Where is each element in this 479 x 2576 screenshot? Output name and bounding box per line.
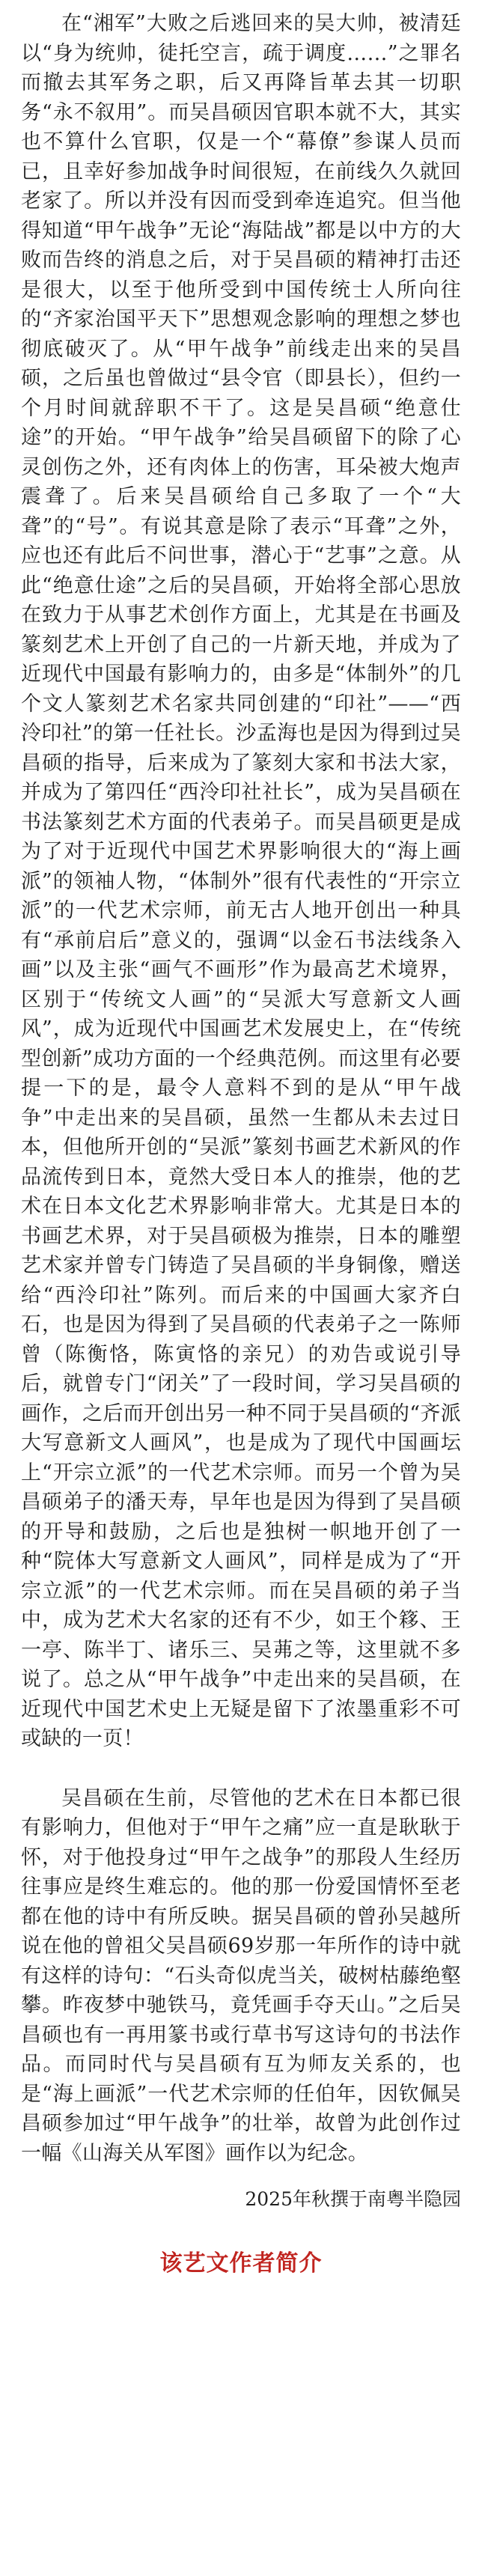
article-paragraph-1: 在“湘军”大败之后逃回来的吴大帅，被清廷以“身为统帅，徒托空言，疏于调度……”之罪名而撤去其军务之职，后又再降旨革去其一切职务“永不叙用”。而吴昌硕因官职本就不大，其实也不算什么官职，仅是一个“幕僚”参谋人员而已，且幸好参加战争时间很短，在前线久久就回老家了。所以并没有因而受到牵连追究。但当他得知道“甲午战争”无论“海陆战”都是以中方的大败而告终的消息之后，对于吴昌硕的精神打击还是很大，以至于他所受到中国传统士人所向往的“齐家治国平天下”思想观念影响的理想之梦也彻底破灭了。从“甲午战争”前线走出来的吴昌硕，之后虽也曾做过“县令官（即县长），但约一个月时间就辞职不干了。这是吴昌硕“绝意仕途”的开始。“甲午战争”给吴昌硕留下的除了心灵创伤之外，还有肉体上的伤害，耳朵被大炮声震聋了。后来吴昌硕给自己多取了一个“大聋”的“号”。有说其意是除了表示“耳聋”之外，应也还有此后不问世事，潜心于“艺事”之意。从此“绝意仕途”之后的吴昌硕，开始将全部心思放在致力于从事艺术创作方面上，尤其是在书画及篆刻艺术上开创了自己的一片新天地，并成为了近现代中国最有影响力的，由多是“体制外”的几个文人篆刻艺术名家共同创建的“印社”——“西泠印社”的第一任社长。沙孟海也是因为得到过吴昌硕的指导，后来成为了篆刻大家和书法大家，并成为了第四任“西泠印社社长”，成为吴昌硕在书法篆刻艺术方面的代表弟子。而吴昌硕更是成为了对于近现代中国艺术界影响很大的“海上画派”的领袖人物，“体制外”很有代表性的“开宗立派”的一代艺术宗师，前无古人地开创出一种具有“承前启后”意义的，强调“以金石书法线条入画”以及主张“画气不画形”作为最高艺术境界，区别于“传统文人画”的“吴派大写意新文人画风”，成为近现代中国画艺术发展史上，在“传统型创新”成功方面的一个经典范例。而这里有必要提一下的是，最令人意料不到的是从“甲午战争”中走出来的吴昌硕，虽然一生都从未去过日本，但他所开创的“吴派”篆刻书画艺术新风的作品流传到日本，竟然大受日本人的推崇，他的艺术在日本文化艺术界影响非常大。尤其是日本的书画艺术界，对于吴昌硕极为推崇，日本的雕塑艺术家并曾专门铸造了吴昌硕的半身铜像，赠送给“西泠印社”陈列。而后来的中国画大家齐白石，也是因为得到了吴昌硕的代表弟子之一陈师曾（陈衡恪，陈寅恪的亲兄）的劝告或说引导后，就曾专门“闭关”了一段时间，学习吴昌硕的画作，之后而开创出另一种不同于吴昌硕的“齐派大写意新文人画风”，也是成为了现代中国画坛上“开宗立派”的一代艺术宗师。而另一个曾为吴昌硕弟子的潘天寿，早年也是因为得到了吴昌硕的开导和鼓励，之后也是独树一帜地开创了一种“院体大写意新文人画风”，同样是成为了“开宗立派”的一代艺术宗师。而在吴昌硕的弟子当中，成为艺术大名家的还有不少，如王个簃、王一亭、陈半丁、诸乐三、吴茀之等，这里就不多说了。总之从“甲午战争”中走出来的吴昌硕，在近现代中国艺术史上无疑是留下了浓墨重彩不可或缺的一页！ — [21, 12, 461, 1750]
author-intro-heading: 该艺文作者简介 — [159, 2250, 323, 2277]
article-body — [21, 9, 461, 2278]
author-signature: 2025年秋撰于南粤半隐园 — [245, 2188, 461, 2210]
article-paragraph-2: 吴昌硕在生前，尽管他的艺术在日本都已很有影响力，但他对于“甲午之痛”应一直是耿耿于怀，对于他投身过“甲午之战争”的那段人生经历往事应是终生难忘的。他的那一份爱国情怀至老都在他的诗中有所反映。据吴昌硕的曾孙吴越所说在他的曾祖父吴昌硕69岁那一年所作的诗中就有这样的诗句：“石头奇似虎当关，破树枯藤绝壑攀。昨夜梦中驰铁马，竟凭画手夺天山。”之后吴昌硕也有一再用篆书或行草书写这诗句的书法作品。而同时代与吴昌硕有互为师友关系的，也是“海上画派”一代艺术宗师的任伯年，因钦佩吴昌硕参加过“甲午战争”的壮举，故曾为此创作过一幅《山海关从军图》画作以为纪念。 — [21, 1786, 461, 2165]
